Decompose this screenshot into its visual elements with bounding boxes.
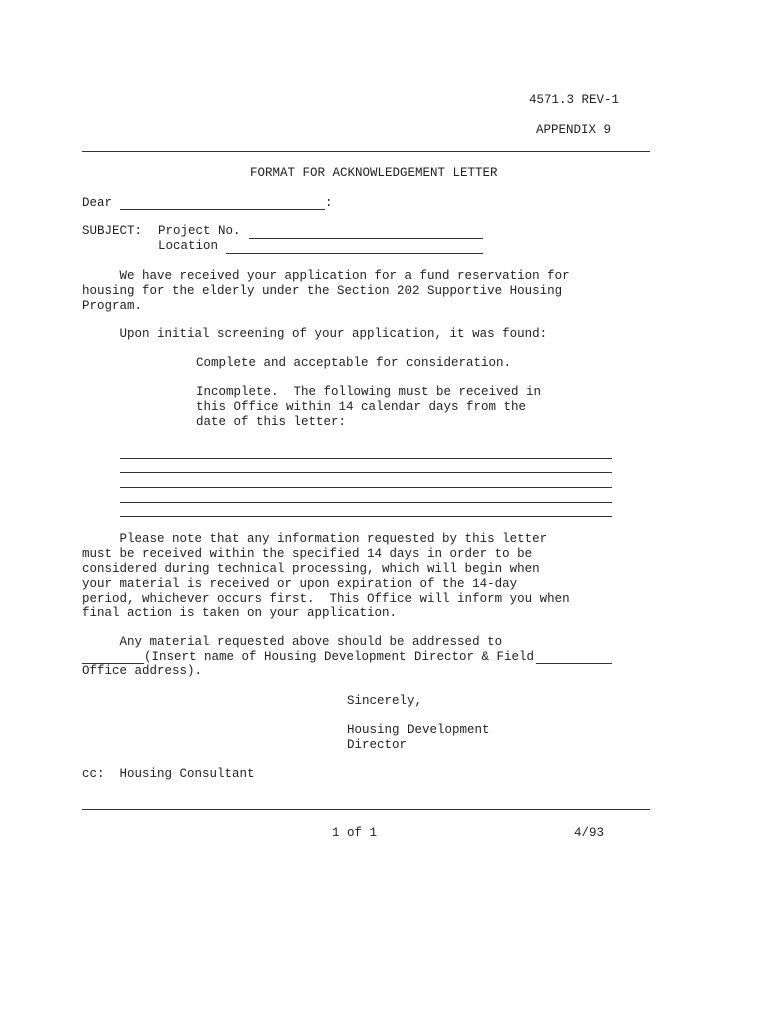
location-blank	[226, 253, 483, 254]
footer-rule	[82, 809, 650, 810]
required-items-blank	[120, 502, 612, 503]
project-number-blank	[249, 238, 483, 239]
cc-line: cc: Housing Consultant	[82, 767, 255, 781]
option-incomplete-line-1: Incomplete. The following must be received in	[196, 385, 542, 399]
paragraph-2: Upon initial screening of your application, it was found:	[82, 327, 548, 341]
paragraph-3-line-2: must be received within the specified 14 days in order to be	[82, 547, 533, 561]
page-title: FORMAT FOR ACKNOWLEDGEMENT LETTER	[250, 166, 498, 180]
paragraph-3-line-5: period, whichever occurs first. This Office will inform you when	[82, 592, 570, 606]
option-complete: Complete and acceptable for consideration.	[196, 356, 512, 370]
closing-sincerely: Sincerely,	[347, 694, 423, 708]
addressee-blank	[120, 209, 325, 210]
paragraph-1-line-3: Program.	[82, 299, 143, 313]
revision-date: 4/93	[574, 826, 605, 840]
paragraph-3-line-4: your material is received or upon expiration of the 14-day	[82, 577, 518, 591]
subject-label: SUBJECT:	[82, 224, 143, 238]
paragraph-4-line-2: (Insert name of Housing Development Director & Field	[144, 650, 535, 664]
paragraph-1-line-2: housing for the elderly under the Section 202 Supportive Housing	[82, 284, 563, 298]
paragraph-3-line-3: considered during technical processing, which will begin when	[82, 562, 540, 576]
field-office-blank	[536, 663, 612, 664]
location-label: Location	[158, 239, 219, 253]
appendix-label: APPENDIX 9	[536, 123, 612, 137]
required-items-blank	[120, 458, 612, 459]
required-items-blank	[120, 516, 612, 517]
paragraph-4-line-1: Any material requested above should be addressed to	[82, 635, 503, 649]
salutation-colon: :	[325, 196, 333, 210]
paragraph-3-line-1: Please note that any information requested by this letter	[82, 532, 548, 546]
required-items-blank	[120, 472, 612, 473]
document-number: 4571.3 REV-1	[529, 93, 620, 107]
signer-title-line-1: Housing Development	[347, 723, 490, 737]
salutation-label: Dear	[82, 196, 113, 210]
header-rule	[82, 151, 650, 152]
required-items-blank	[120, 487, 612, 488]
paragraph-3-line-6: final action is taken on your application.	[82, 606, 398, 620]
option-incomplete-line-3: date of this letter:	[196, 415, 347, 429]
page-number: 1 of 1	[332, 826, 378, 840]
project-number-label: Project No.	[158, 224, 241, 238]
option-incomplete-line-2: this Office within 14 calendar days from the	[196, 400, 527, 414]
signer-title-line-2: Director	[347, 738, 408, 752]
paragraph-4-line-3: Office address).	[82, 664, 203, 678]
paragraph-1-line-1: We have received your application for a fund reservation for	[82, 269, 570, 283]
